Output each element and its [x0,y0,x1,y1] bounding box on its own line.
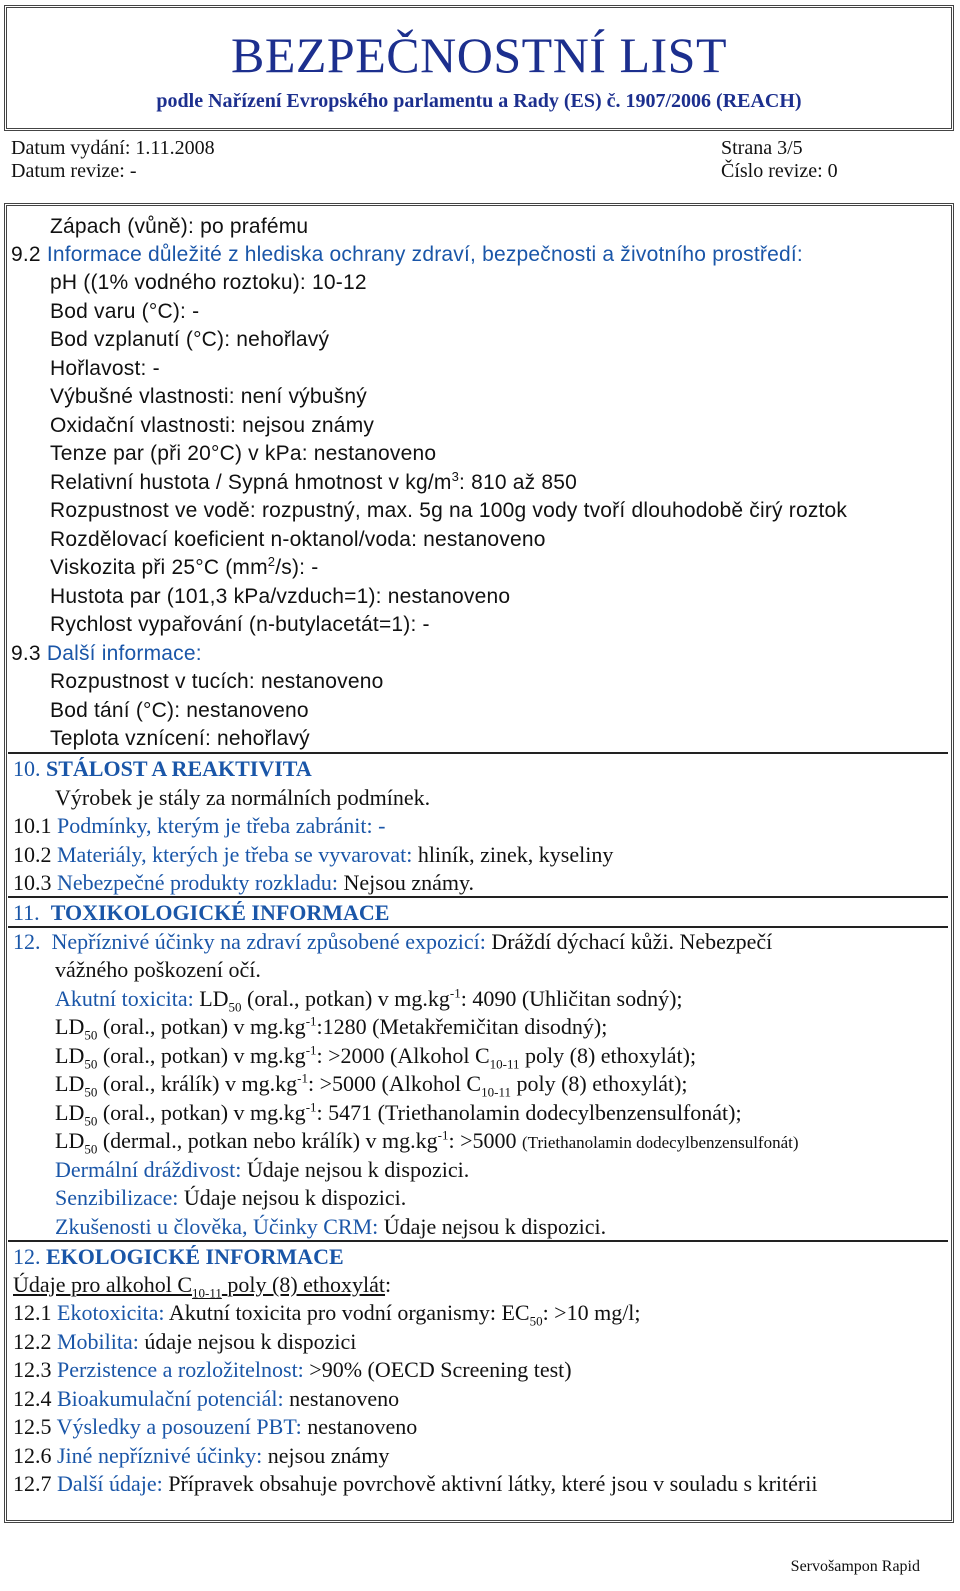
evaporation-line: Rychlost vypařování (n-butylacetát=1): - [50,613,430,636]
viscosity-label: Viskozita při 25°C (mm [50,556,268,579]
ld-label: LD [55,1071,85,1096]
ld-subscript: 50 [84,1084,98,1100]
section-title: Nepříznivé účinky na zdraví způsobené expozicí: [51,929,486,954]
section-number: 12. [13,929,41,954]
section-12-4 [13,1388,399,1410]
section-12-heading [13,1246,344,1268]
ld-subscript: 50 [84,1141,98,1157]
ld-label: LD [55,1128,85,1153]
section-12-1 [13,1300,641,1329]
section-title: Materiály, kterých je třeba se vyvarovat: [57,842,413,867]
issue-date: Datum vydání: 1.11.2008 [11,137,215,159]
ld-subscript: 50 [84,1056,98,1072]
section-title: TOXIKOLOGICKÉ INFORMACE [50,900,390,925]
section-number: 12.4 [13,1386,52,1411]
carbon-subscript: 10-11 [481,1084,511,1100]
section-value: nestanoveno [307,1414,418,1439]
section-number: 10.1 [13,813,52,838]
section-number: 12.6 [13,1443,52,1468]
section-number: 12.1 [13,1300,52,1325]
section-title: STÁLOST A REAKTIVITA [46,756,312,781]
section-title: Výsledky a posouzení PBT: [56,1414,302,1439]
page-number: Strana 3/5 [721,137,803,159]
odor-line: Zápach (vůně): po prafému [50,215,309,238]
carbon-subscript: 10-11 [192,1285,222,1301]
toxicity-route: (dermal., potkan nebo králík) v mg.kg [102,1128,438,1153]
data-intro-label: Údaje pro alkohol C [13,1272,193,1297]
section-number: 10.3 [13,870,52,895]
section-11-heading [13,902,390,924]
ld-subscript: 50 [84,1027,98,1043]
density-label: Relativní hustota / Sypná hmotnost v kg/m [50,471,452,494]
section-number: 11. [13,900,40,925]
density-superscript: 3 [451,469,459,484]
dermal-value: Údaje nejsou k dispozici. [246,1157,470,1182]
section-number: 9.3 [11,642,41,665]
toxicity-value: : >5000 [448,1128,517,1153]
section-number: 12.7 [13,1471,52,1496]
section-title: Podmínky, kterým je třeba zabránit: - [57,813,386,838]
toxicity-route: (oral., králík) v mg.kg [102,1071,298,1096]
product-name-footer: Servošampon Rapid [790,1558,920,1575]
health-effects-continuation: vážného poškození očí. [55,957,261,982]
ignition-line: Teplota vznícení: nehořlavý [50,727,310,750]
toxicity-route: (oral., potkan) v mg.kg [102,1014,306,1039]
toxicity-value: : >5000 (Alkohol C [307,1071,482,1096]
solubility-line: Rozpustnost ve vodě: rozpustný, max. 5g na 100g vody tvoří dlouhodobě čirý roztok [50,499,848,522]
section-title: Ekotoxicita: [57,1300,165,1325]
unit-superscript: -1 [449,985,461,1001]
explosive-line: Výbušné vlastnosti: není výbušný [50,385,367,408]
acute-toxicity-line-3 [55,1042,697,1072]
section-divider [8,926,948,928]
fat-solubility-line: Rozpustnost v tucích: nestanoveno [50,670,384,693]
toxicity-route: (oral., potkan) v mg.kg [102,1100,306,1125]
section-divider [8,752,948,754]
section-title: Perzistence a rozložitelnost: [57,1357,304,1382]
section-value: nejsou známy [267,1443,390,1468]
ld-label: LD [55,1014,85,1039]
toxicity-value: :1280 (Metakřemičitan disodný); [316,1014,608,1039]
section-value: Nejsou známy. [343,870,475,895]
section-12-6 [13,1445,389,1467]
toxicity-value: : >2000 (Alkohol C [316,1043,490,1068]
viscosity-superscript: 2 [267,554,276,569]
section-divider [8,896,948,898]
ld-subscript: 50 [228,999,242,1015]
sensitization-value: Údaje nejsou k dispozici. [183,1185,407,1210]
section-number: 10.2 [13,842,52,867]
toxicity-substance: (Triethanolamin dodecylbenzensulfonát) [522,1133,799,1152]
boiling-point-line: Bod varu (°C): - [50,300,200,323]
data-intro-substance: poly (8) ethoxylát [227,1272,386,1297]
section-12-7 [13,1473,817,1495]
section-value: >90% (OECD Screening test) [309,1357,572,1382]
acute-toxicity-line-4 [55,1070,688,1100]
section-10-3 [13,872,474,894]
human-experience-line [55,1216,606,1238]
vapor-density-line: Hustota par (101,3 kPa/vzduch=1): nestanoveno [50,585,511,608]
section-title: Jiné nepříznivé účinky: [57,1443,263,1468]
section-divider [8,1240,948,1242]
flammability-line: Hořlavost: - [50,357,160,380]
document-subtitle: podle Nařízení Evropského parlamentu a Rady (ES) č. 1907/2006 (REACH) [156,90,802,112]
section-10-heading [13,758,312,780]
viscosity-line [50,554,319,579]
flash-point-line: Bod vzplanutí (°C): nehořlavý [50,328,330,351]
document-title: BEZPEČNOSTNÍ LIST [231,27,727,83]
section-number: 10. [13,756,41,781]
carbon-subscript: 10-11 [489,1056,520,1072]
acute-toxicity-label: Akutní toxicita: [55,986,194,1011]
human-experience-value: Údaje nejsou k dispozici. [383,1214,607,1239]
section-value: nestanoveno [289,1386,400,1411]
section-title: Bioakumulační potenciál: [57,1386,284,1411]
ld-label: LD [55,1100,85,1125]
acute-toxicity-line-6 [55,1127,799,1157]
health-effects-line [13,931,772,953]
section-number: 12.2 [13,1329,52,1354]
ld-subscript: 50 [84,1113,98,1129]
ld-label: LD [55,1043,85,1068]
section-value: Přípravek obsahuje povrchově aktivní látky, které jsou v souladu s kritérii [168,1471,818,1496]
section-title: Informace důležité z hlediska ochrany zdraví, bezpečnosti a životního prostředí: [46,243,803,266]
revision-date: Datum revize: - [11,160,137,182]
data-intro-colon: : [385,1272,392,1297]
section-title: Další informace: [46,642,202,665]
section-number: 9.2 [11,243,41,266]
section-number: 12.3 [13,1357,52,1382]
density-line [50,469,577,494]
revision-number: Číslo revize: 0 [721,160,838,182]
ph-line: pH ((1% vodného roztoku): 10-12 [50,271,367,294]
toxicity-substance: poly (8) ethoxylát); [525,1043,697,1068]
ecological-data-intro [13,1272,392,1301]
sensitization-label: Senzibilizace: [55,1185,179,1210]
section-9-2-heading [11,244,803,265]
sensitization-line [55,1187,406,1209]
unit-superscript: -1 [305,1013,317,1029]
dermal-label: Dermální dráždivost: [55,1157,242,1182]
oxidizing-line: Oxidační vlastnosti: nejsou známy [50,414,375,437]
section-value: Dráždí dýchací kůži. Nebezpečí [491,929,773,954]
section-12-3 [13,1359,572,1381]
density-value: : 810 až 850 [459,471,577,494]
ec-subscript: 50 [529,1313,543,1329]
human-experience-label: Zkušenosti u člověka, Účinky CRM: [55,1214,379,1239]
stability-intro: Výrobek je stály za normálních podmínek. [55,785,431,810]
section-9-3-heading [11,643,202,664]
section-10-2 [13,844,613,866]
section-value: hliník, zinek, kyseliny [417,842,614,867]
section-value: Akutní toxicita pro vodní organismy: EC [168,1300,530,1325]
section-value: údaje nejsou k dispozici [144,1329,357,1354]
document-header [4,5,954,131]
unit-superscript: -1 [437,1127,449,1143]
section-10-1 [13,815,385,837]
dermal-line [55,1159,469,1181]
section-title: Nebezpečné produkty rozkladu: [57,870,338,895]
section-title: Mobilita: [57,1329,139,1354]
section-12-2 [13,1331,356,1353]
unit-superscript: -1 [305,1042,317,1058]
vapor-pressure-line: Tenze par (při 20°C) v kPa: nestanoveno [50,442,437,465]
section-number: 12. [13,1244,41,1269]
toxicity-route: (oral., potkan) v mg.kg [247,986,450,1011]
ld-label: LD [199,986,229,1011]
section-title: Další údaje: [57,1471,163,1496]
unit-superscript: -1 [305,1099,317,1115]
melting-point-line: Bod tání (°C): nestanoveno [50,699,309,722]
toxicity-value: : 4090 (Uhličitan sodný); [460,986,683,1011]
acute-toxicity-line-5 [55,1099,742,1129]
toxicity-value: : 5471 (Triethanolamin dodecylbenzensulfonát); [316,1100,742,1125]
section-number: 12.5 [13,1414,52,1439]
section-title: EKOLOGICKÉ INFORMACE [46,1244,344,1269]
unit-superscript: -1 [297,1070,308,1086]
viscosity-value: /s): - [275,556,319,579]
toxicity-route: (oral., potkan) v mg.kg [102,1043,306,1068]
toxicity-substance: poly (8) ethoxylát); [516,1071,688,1096]
partition-line: Rozdělovací koeficient n-oktanol/voda: nestanoveno [50,528,546,551]
section-value-end: : >10 mg/l; [542,1300,641,1325]
section-12-5 [13,1416,417,1438]
acute-toxicity-line-2 [55,1013,608,1043]
acute-toxicity-line-1 [55,985,683,1015]
